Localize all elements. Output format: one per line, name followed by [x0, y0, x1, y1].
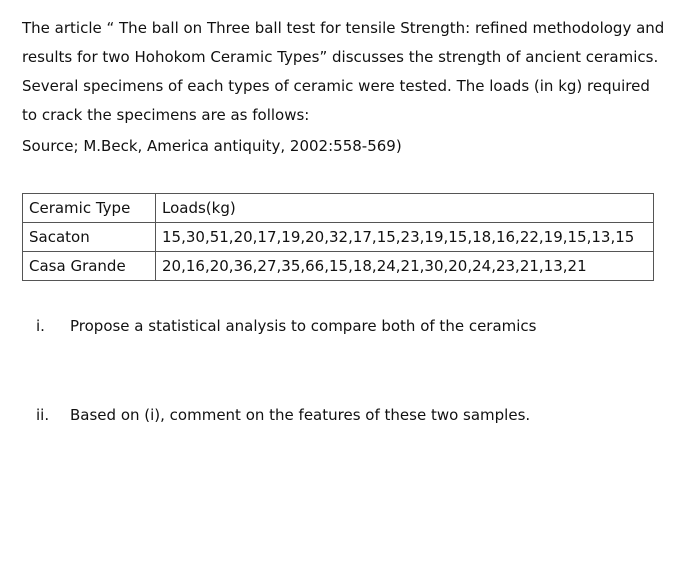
intro-line: The article “ The ball on Three ball test for tensile Strength: refined methodology and: [22, 19, 665, 37]
intro-line: to crack the specimens are as follows:: [22, 106, 310, 124]
question-2: [36, 406, 530, 424]
loads-cell: 15,30,51,20,17,19,20,32,17,15,23,19,15,18,16,22,19,15,13,15: [156, 223, 654, 252]
table-row: [23, 252, 654, 281]
intro-line: results for two Hohokom Ceramic Types” discusses the strength of ancient ceramics.: [22, 48, 659, 66]
question-number: i.: [36, 317, 45, 335]
table-row: [23, 223, 654, 252]
source-citation: Source; M.Beck, America antiquity, 2002:558-569): [22, 137, 402, 155]
question-1: [36, 317, 537, 335]
question-text: Based on (i), comment on the features of these two samples.: [70, 406, 531, 424]
question-text: Propose a statistical analysis to compare both of the ceramics: [70, 317, 537, 335]
header-loads: Loads(kg): [156, 194, 654, 223]
intro-paragraph: [22, 14, 682, 130]
ceramic-type-cell: Sacaton: [23, 223, 156, 252]
intro-line: Several specimens of each types of ceramic were tested. The loads (in kg) required: [22, 77, 650, 95]
loads-table: [22, 193, 654, 281]
header-ceramic-type: Ceramic Type: [23, 194, 156, 223]
loads-cell: 20,16,20,36,27,35,66,15,18,24,21,30,20,24,23,21,13,21: [156, 252, 654, 281]
question-number: ii.: [36, 406, 50, 424]
ceramic-type-cell: Casa Grande: [23, 252, 156, 281]
table-header-row: [23, 194, 654, 223]
